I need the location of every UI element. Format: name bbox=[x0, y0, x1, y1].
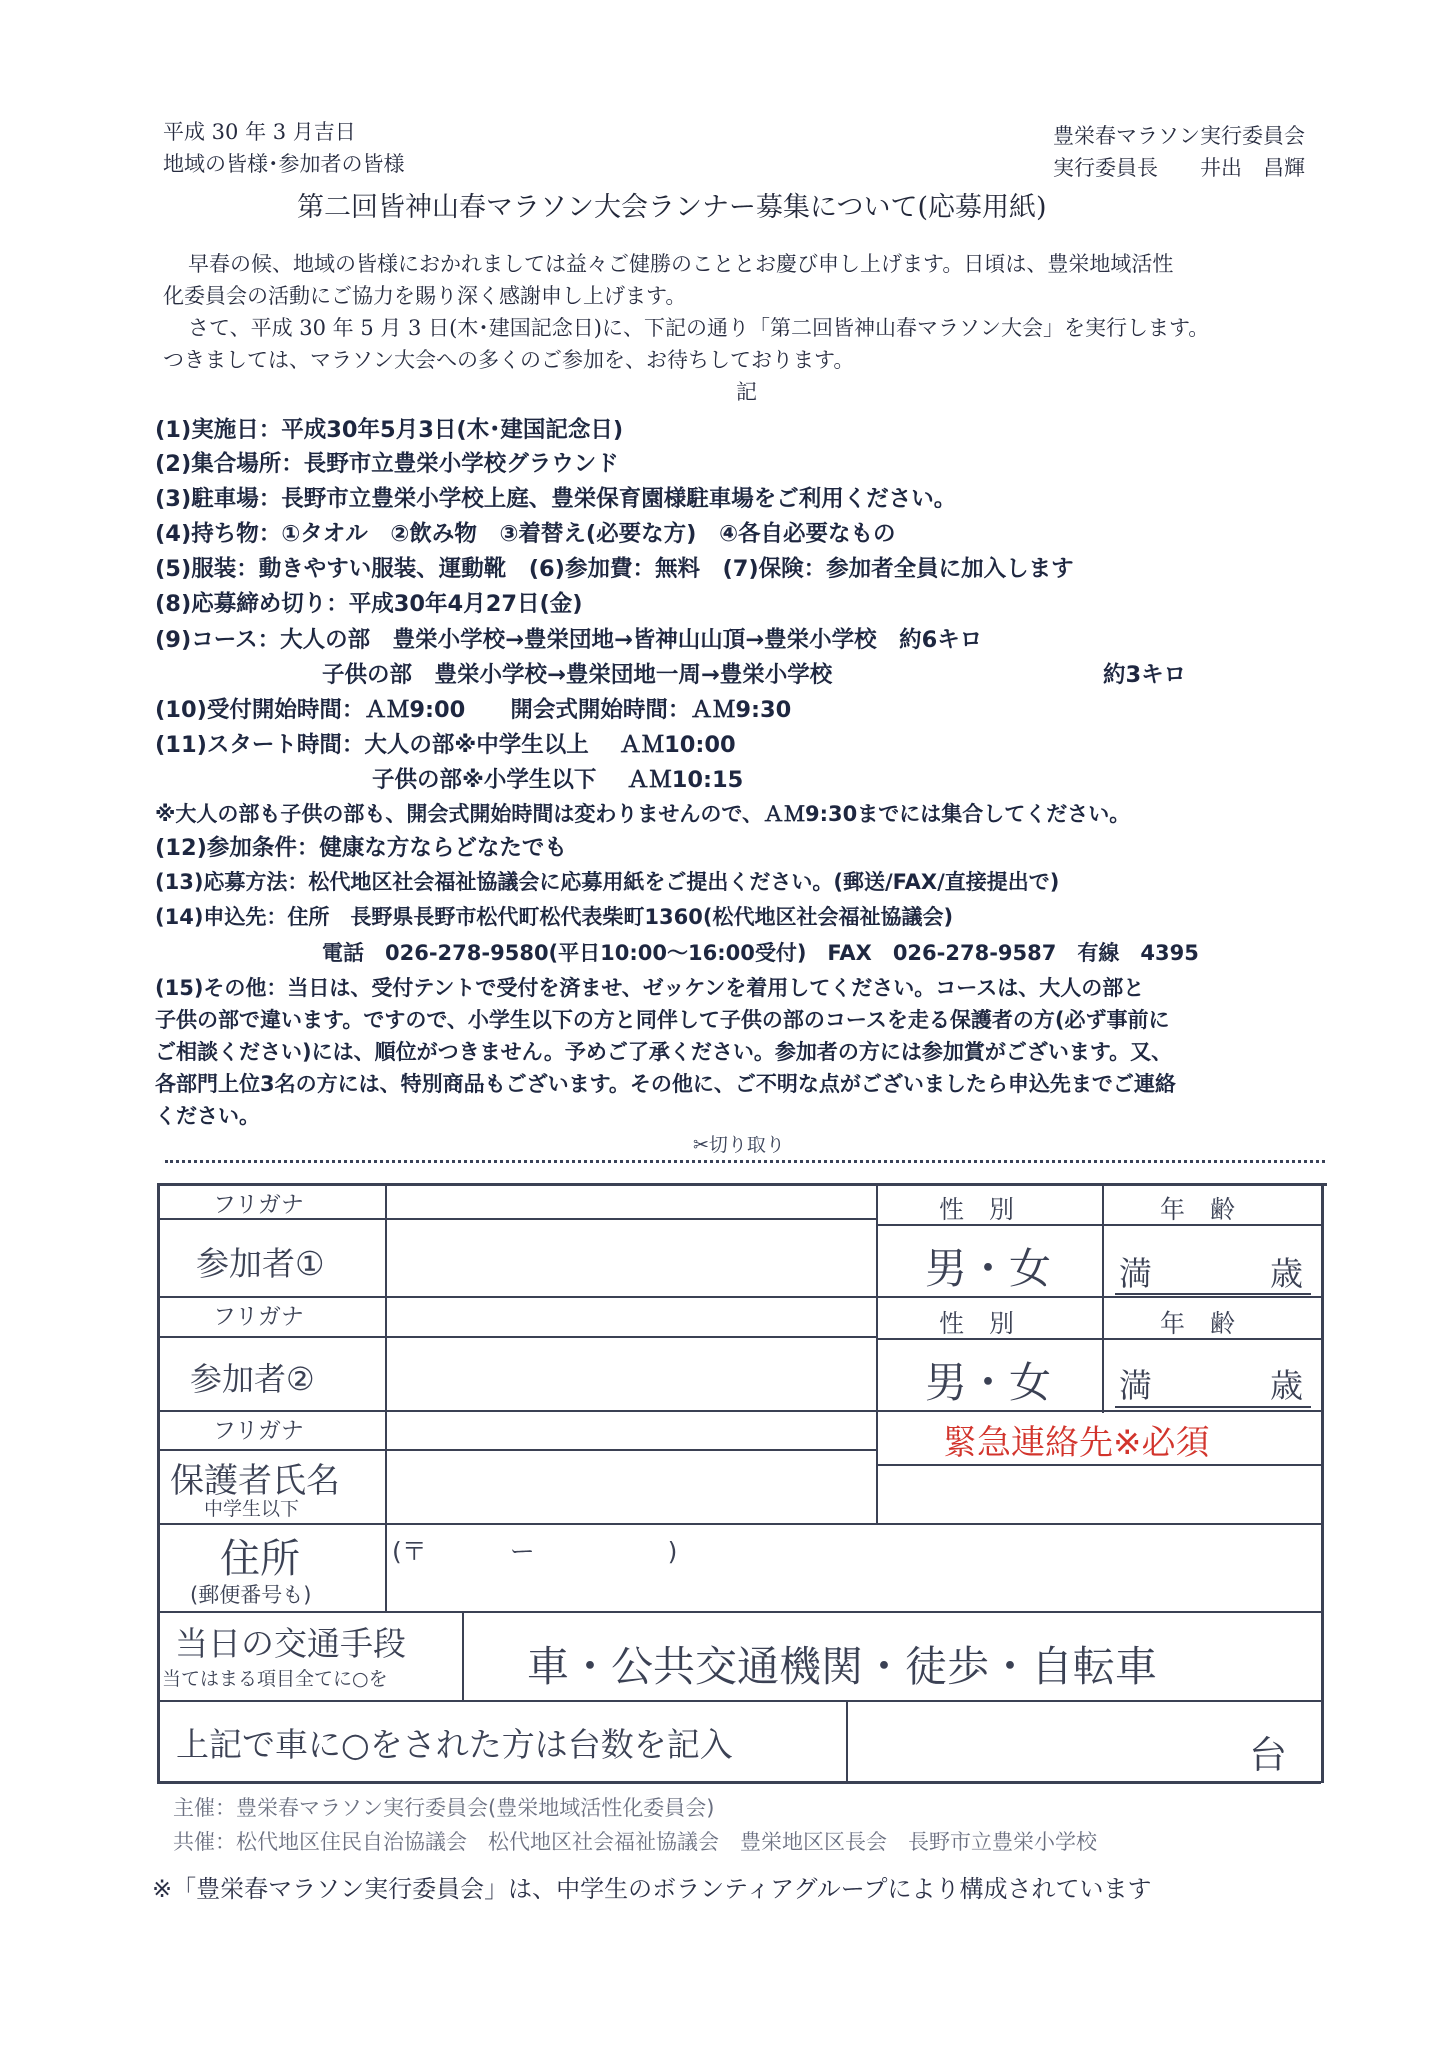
emergency-contact-label: 緊急連絡先※必須 bbox=[943, 1423, 1210, 1463]
address-sub-label: (郵便番号も) bbox=[190, 1583, 312, 1607]
committee-note: ※「豊栄春マラソン実行委員会」は、中学生のボランティアグループにより構成されています bbox=[152, 1875, 1152, 1903]
guardian-name-label: 保護者氏名 bbox=[170, 1461, 340, 1501]
page-title: 第二回皆神山春マラソン大会ランナー募集について(応募用紙) bbox=[297, 192, 1047, 223]
item-other-5: ください。 bbox=[155, 1104, 260, 1128]
item-note: ※大人の部も子供の部も、開会式開始時間は変わりませんので、ＡＭ9:30までには集合してください。 bbox=[155, 802, 1131, 826]
postal-code-field[interactable]: (〒 ー ) bbox=[392, 1537, 678, 1566]
host-info: 主催：豊栄春マラソン実行委員会(豊栄地域活性化委員会) bbox=[173, 1796, 715, 1820]
item-course-child-distance: 約3キロ bbox=[1103, 662, 1187, 688]
item-destination-phone: 電話 026-278-9580(平日10:00～16:00受付) FAX 026-278-9587 有線 4395 bbox=[322, 941, 1199, 965]
guardian-sub-label: 中学生以下 bbox=[204, 1498, 300, 1520]
furigana-label-2: フリガナ bbox=[213, 1304, 304, 1330]
item-start-adult: (11)スタート時間：大人の部※中学生以上 ＡＭ10:00 bbox=[155, 732, 736, 758]
item-application-method: (13)応募方法：松代地区社会福祉協議会に応募用紙をご提出ください。(郵送/FAX/直接提出で) bbox=[155, 870, 1060, 894]
item-other-3: ご相談ください)には、順位がつきません。予めご了承ください。参加者の方には参加賞がございます。又、 bbox=[155, 1040, 1173, 1064]
intro-line-2: 化委員会の活動にご協力を賜り深く感謝申し上げます。 bbox=[163, 284, 687, 308]
item-date: (1)実施日：平成30年5月3日(木･建国記念日) bbox=[155, 417, 624, 443]
item-course-child: 子供の部 豊栄小学校→豊栄団地一周→豊栄小学校 bbox=[322, 662, 833, 688]
age-prefix-1: 満 bbox=[1119, 1254, 1152, 1293]
item-other-2: 子供の部で違います。ですので、小学生以下の方と同伴して子供の部のコースを走る保護者の方(必ず事前に bbox=[155, 1008, 1170, 1032]
item-course-adult: (9)コース：大人の部 豊栄小学校→豊栄団地→皆神山山頂→豊栄小学校 約6キロ bbox=[155, 627, 983, 653]
cohost-info: 共催：松代地区住民自治協議会 松代地区社会福祉協議会 豊栄地区区長会 長野市立豊栄小学校 bbox=[173, 1830, 1097, 1854]
guardian-name-field[interactable] bbox=[388, 1451, 874, 1523]
item-other-4: 各部門上位3名の方には、特別商品もございます。その他に、ご不明な点がございましたら申込先までご連絡 bbox=[155, 1072, 1176, 1096]
age-prefix-2: 満 bbox=[1119, 1366, 1152, 1405]
item-other-1: (15)その他：当日は、受付テントで受付を済ませ、ゼッケンを着用してください。コースは、大人の部と bbox=[155, 976, 1145, 1000]
participant-1-name-field[interactable] bbox=[388, 1220, 874, 1296]
car-count-unit: 台 bbox=[1249, 1733, 1288, 1777]
item-destination-address: (14)申込先：住所 長野県長野市松代町松代表柴町1360(松代地区社会福祉協議会) bbox=[155, 905, 954, 929]
addressee: 地域の皆様･参加者の皆様 bbox=[163, 152, 405, 176]
age-field-2[interactable] bbox=[1160, 1362, 1260, 1398]
participant-2-name-field[interactable] bbox=[388, 1338, 874, 1410]
intro-line-3: さて、平成 30 年 5 月 3 日(木･建国記念日)に、下記の通り「第二回皆神山春マラソン大会」を実行します。 bbox=[188, 316, 1210, 340]
item-meeting-place: (2)集合場所：長野市立豊栄小学校グラウンド bbox=[155, 451, 619, 477]
item-clothing-fee-insurance: (5)服装：動きやすい服装、運動靴 (6)参加費：無料 (7)保険：参加者全員に加入します bbox=[155, 556, 1074, 582]
transport-sub-label: 当てはまる項目全てに○を bbox=[162, 1668, 388, 1690]
intro-line-4: つきましては、マラソン大会への多くのご参加を、お待ちしております。 bbox=[163, 348, 855, 372]
item-belongings: (4)持ち物：①タオル ②飲み物 ③着替え(必要な方) ④各自必要なもの bbox=[155, 521, 896, 547]
organizer-name: 豊栄春マラソン実行委員会 bbox=[1053, 124, 1305, 148]
issue-date: 平成 30 年 3 月吉日 bbox=[163, 120, 356, 144]
intro-line-1: 早春の候、地域の皆様におかれましては益々ご健勝のこととお慶び申し上げます。日頃は、豊栄地域活性 bbox=[188, 252, 1174, 276]
age-field-1[interactable] bbox=[1160, 1250, 1260, 1286]
gender-options-1[interactable]: 男・女 bbox=[925, 1244, 1052, 1293]
item-deadline: (8)応募締め切り：平成30年4月27日(金) bbox=[155, 591, 583, 617]
transport-label: 当日の交通手段 bbox=[175, 1624, 406, 1663]
furigana-label-3: フリガナ bbox=[213, 1418, 304, 1444]
cut-line bbox=[165, 1160, 1325, 1163]
ki-heading: 記 bbox=[736, 380, 757, 404]
item-parking: (3)駐車場：長野市立豊栄小学校上庭、豊栄保育園様駐車場をご利用ください。 bbox=[155, 486, 957, 512]
car-count-label: 上記で車に○をされた方は台数を記入 bbox=[176, 1725, 733, 1764]
age-label-1: 年 齢 bbox=[1160, 1195, 1236, 1224]
age-label-2: 年 齢 bbox=[1160, 1309, 1236, 1338]
item-conditions: (12)参加条件：健康な方ならどなたでも bbox=[155, 835, 567, 861]
cut-here-label: ✂切り取り bbox=[693, 1134, 785, 1156]
furigana-label-1: フリガナ bbox=[213, 1192, 304, 1218]
participant-1-label: 参加者① bbox=[196, 1244, 325, 1283]
item-reception-time: (10)受付開始時間：ＡＭ9:00 開会式開始時間：ＡＭ9:30 bbox=[155, 697, 792, 723]
committee-chair: 実行委員長 井出 昌輝 bbox=[1053, 156, 1305, 180]
age-suffix-1: 歳 bbox=[1270, 1254, 1303, 1293]
car-count-field[interactable] bbox=[848, 1702, 1238, 1780]
item-start-child: 子供の部※小学生以下 ＡＭ10:15 bbox=[372, 767, 744, 793]
participant-2-label: 参加者② bbox=[190, 1360, 315, 1398]
emergency-contact-field[interactable] bbox=[878, 1466, 1321, 1522]
age-suffix-2: 歳 bbox=[1270, 1366, 1303, 1405]
gender-label-1: 性 別 bbox=[939, 1195, 1015, 1224]
gender-label-2: 性 別 bbox=[939, 1309, 1015, 1338]
transport-options[interactable]: 車・公共交通機関・徒歩・自転車 bbox=[527, 1642, 1158, 1691]
address-label: 住所 bbox=[220, 1536, 300, 1582]
gender-options-2[interactable]: 男・女 bbox=[925, 1358, 1052, 1407]
